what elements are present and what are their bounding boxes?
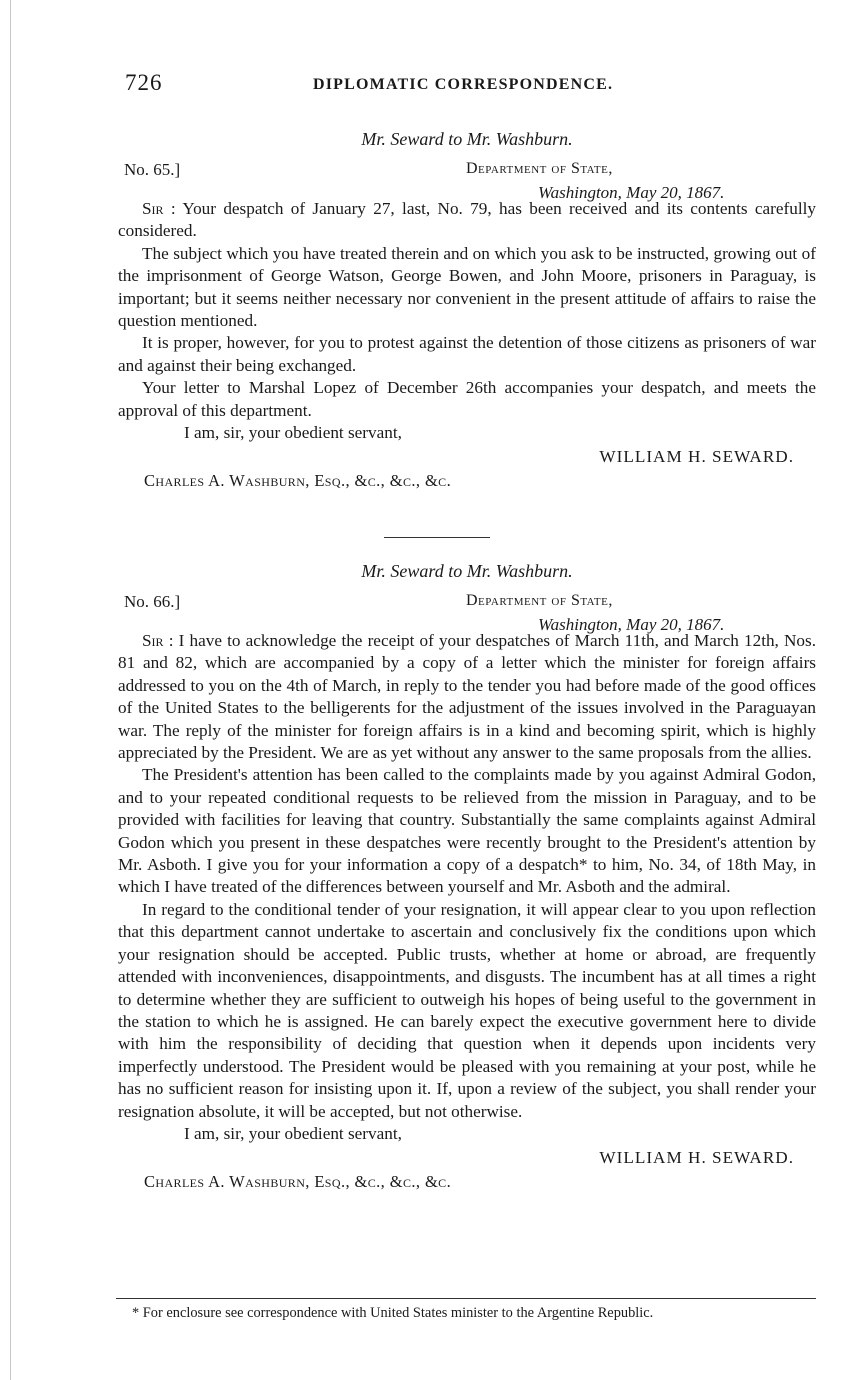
- footnote: * For enclosure see correspondence with United States minister to the Argentine Republic.: [132, 1305, 654, 1321]
- section-separator: [384, 537, 490, 538]
- paragraph: Sir : I have to acknowledge the receipt of your despatches of March 11th, and March 12th, Nos. 81 and 82, which are accompanied by a copy of a letter which the minister for foreign affairs addressed to you on the 4th of March, in reply to the tender you had before made of the good offices of the United States to the belligerents for the adjustment of the issues involved in the Paraguayan war. The reply of the minister for foreign affairs is in a kind and becoming spirit, which is highly appreciated by the President. We are as yet without any answer to the same proposals from the allies.: [118, 631, 816, 763]
- letter-66: [118, 560, 816, 1193]
- despatch-number: No. 66.]: [124, 592, 181, 611]
- addressee: Charles A. Washburn, Esq., &c., &c., &c.: [144, 471, 452, 491]
- letter-65: [118, 128, 816, 492]
- letter-heading: [118, 586, 816, 634]
- salutation: Sir :: [142, 199, 176, 218]
- department-name: Department of State,: [466, 592, 613, 609]
- scan-edge-line: [10, 0, 11, 1380]
- paragraph: Sir : Your despatch of January 27, last, No. 79, has been received and its contents carefully considered.: [118, 199, 816, 241]
- dateline: Washington, May 20, 1867.: [538, 183, 725, 202]
- paragraph: Your letter to Marshal Lopez of December 26th accompanies your despatch, and meets the approval of this department.: [118, 378, 816, 420]
- paragraph: It is proper, however, for you to protest against the detention of those citizens as prisoners of war and against their being exchanged.: [118, 333, 816, 375]
- letter-heading: [118, 154, 816, 202]
- closing: I am, sir, your obedient servant,: [184, 1123, 402, 1143]
- despatch-number: No. 65.]: [124, 160, 181, 179]
- closing: I am, sir, your obedient servant,: [184, 423, 402, 443]
- page-header: [125, 70, 815, 100]
- paragraph: In regard to the conditional tender of your resignation, it will appear clear to you upon reflection that this department cannot undertake to ascertain and conclusively fix the conditions upon which your resignation should be accepted. Public trusts, whether at home or abroad, are frequently attended with inconveniences, disappointments, and disgusts. The incumbent has at all times a right to determine whether they are sufficient to outweigh his hopes of being useful to the government in the station to which he is assigned. He can barely expect the executive government here to divide with him the responsibility of deciding that question when it depends upon incidents very imperfectly understood. The President would be pleased with you remaining at your post, while he has no sufficient reason for insisting upon it. If, upon a review of the subject, you shall render your resignation absolute, it will be accepted, but not otherwise.: [118, 899, 816, 1121]
- dateline: Washington, May 20, 1867.: [538, 615, 725, 634]
- footnote-rule: [116, 1298, 816, 1299]
- signature: WILLIAM H. SEWARD.: [599, 1148, 794, 1168]
- paragraph: The President's attention has been called to the complaints made by you against Admiral Godon, and to your repeated conditional requests to be relieved from the mission in Paraguay, and to be provided with facilities for leaving that country. Substantially the same complaints against Admiral Godon which you present in these despatches were recently brought to the President's attention by Mr. Asboth. I give you for your information a copy of a despatch* to him, No. 34, of 18th May, in which I have treated of the differences between yourself and Mr. Asboth and the admiral.: [118, 765, 816, 897]
- running-head: DIPLOMATIC CORRESPONDENCE.: [313, 76, 614, 93]
- letter-title: Mr. Seward to Mr. Washburn.: [361, 129, 573, 149]
- salutation: Sir :: [142, 631, 174, 650]
- signature: WILLIAM H. SEWARD.: [599, 447, 794, 467]
- page-number: 726: [125, 70, 163, 95]
- department-name: Department of State,: [466, 160, 613, 177]
- letter-title: Mr. Seward to Mr. Washburn.: [361, 561, 573, 581]
- addressee: Charles A. Washburn, Esq., &c., &c., &c.: [144, 1172, 452, 1192]
- paragraph: The subject which you have treated therein and on which you ask to be instructed, growing out of the imprisonment of George Watson, George Bowen, and John Moore, prisoners in Paraguay, is important; but it seems neither necessary nor convenient in the present attitude of affairs to raise the question mentioned.: [118, 243, 816, 331]
